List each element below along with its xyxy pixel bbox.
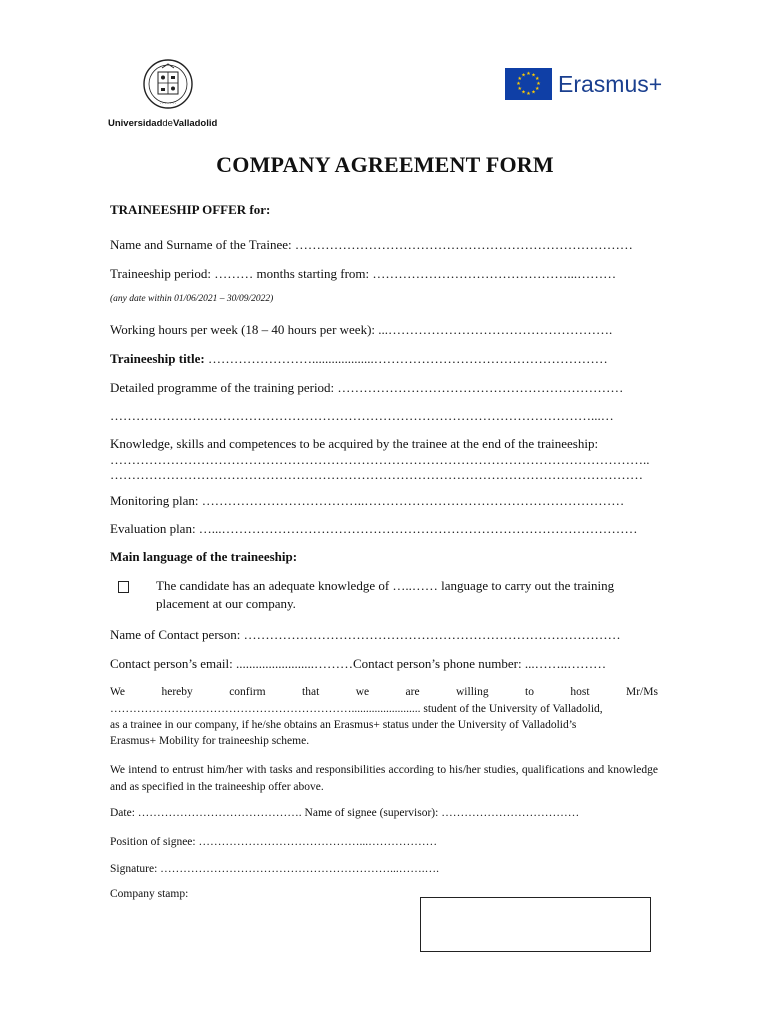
knowledge-label: Knowledge, skills and competences to be acquired by the trainee at the end of the traineeship: bbox=[110, 436, 599, 451]
company-stamp-label: Company stamp: bbox=[110, 888, 189, 900]
svg-text:· · · · · · ·: · · · · · · · bbox=[159, 101, 177, 106]
svg-text:★: ★ bbox=[517, 86, 523, 92]
confirm-word: that bbox=[302, 686, 320, 698]
evaluation-plan-field[interactable]: Evaluation plan: …...…………………………………………………………………………………… bbox=[110, 521, 638, 536]
knowledge-field-line2[interactable]: …………………………………………………………………………………………………………… bbox=[110, 467, 643, 482]
confirm-word: Mr/Ms bbox=[625, 686, 658, 698]
confirm-line1 bbox=[110, 686, 658, 698]
confirm-word: We bbox=[110, 686, 126, 698]
language-statement-line1: The candidate has an adequate knowledge of …..…… language to carry out the training bbox=[156, 578, 615, 593]
language-checkbox[interactable] bbox=[118, 581, 129, 593]
contact-email-phone-field[interactable]: Contact person’s email: ........................………Contact person’s phone number: ...……..……… bbox=[110, 656, 607, 671]
traineeship-period-field[interactable]: Traineeship period: ……… months starting from: ………………………………………...……… bbox=[110, 266, 617, 281]
svg-text:★: ★ bbox=[534, 76, 540, 82]
university-name: UniversidaddeValladolid bbox=[108, 118, 218, 129]
confirm-word: willing bbox=[456, 686, 489, 698]
eu-flag-icon bbox=[505, 68, 552, 100]
svg-text:★: ★ bbox=[534, 86, 540, 92]
svg-text:★: ★ bbox=[521, 89, 526, 96]
svg-text:★: ★ bbox=[526, 71, 531, 77]
language-statement-line2: placement at our company. bbox=[156, 596, 296, 611]
confirm-word: host bbox=[570, 686, 590, 698]
confirm-line3: as a trainee in our company, if he/she obtains an Erasmus+ status under the University of Valladolid’s bbox=[110, 719, 577, 731]
position-field[interactable]: Position of signee: ……………………………………...……………… bbox=[110, 836, 438, 848]
company-stamp-box[interactable] bbox=[420, 897, 651, 952]
university-seal-icon bbox=[142, 58, 194, 110]
svg-text:★: ★ bbox=[531, 89, 536, 96]
programme-field-continued[interactable]: …………………………………………………………………………………………………...… bbox=[110, 408, 614, 423]
svg-text:★: ★ bbox=[531, 72, 536, 79]
date-range-note: (any date within 01/06/2021 – 30/09/2022) bbox=[110, 294, 274, 304]
svg-text:★: ★ bbox=[517, 76, 523, 82]
confirm-word: to bbox=[525, 686, 534, 698]
signature-field[interactable]: Signature: ……………………………………………………...…….…. bbox=[110, 863, 440, 875]
confirm-word: confirm bbox=[229, 686, 266, 698]
confirm-word: are bbox=[405, 686, 420, 698]
programme-field[interactable]: Detailed programme of the training period: ………………………………………………………… bbox=[110, 380, 624, 395]
intent-paragraph: We intend to entrust him/her with tasks and responsibilities according to his/her studies, qualifications and knowledge and as specified in the traineeship offer above. bbox=[110, 764, 658, 793]
date-signee-field[interactable]: Date: ……………………………………. Name of signee (supervisor): ……………………………… bbox=[110, 807, 580, 819]
contact-name-field[interactable]: Name of Contact person: …………………………………………………………………………… bbox=[110, 627, 621, 642]
confirm-line4: Erasmus+ Mobility for traineeship scheme. bbox=[110, 735, 310, 747]
svg-text:★: ★ bbox=[521, 72, 526, 79]
erasmus-label: Erasmus+ bbox=[558, 71, 663, 97]
erasmus-logo bbox=[505, 68, 670, 102]
svg-text:★: ★ bbox=[526, 91, 531, 97]
traineeship-title-field[interactable] bbox=[110, 351, 658, 367]
language-heading: Main language of the traineeship: bbox=[110, 549, 298, 564]
university-logo bbox=[108, 58, 233, 133]
trainee-name-field[interactable]: Name and Surname of the Trainee: …………………………………………………………………… bbox=[110, 237, 633, 252]
svg-text:★: ★ bbox=[536, 81, 541, 87]
traineeship-title-blank: ……………………...................……………………………………………… bbox=[204, 351, 608, 366]
monitoring-plan-field[interactable]: Monitoring plan: ………………………………..…………………………………………………… bbox=[110, 493, 625, 508]
svg-text:★: ★ bbox=[516, 81, 521, 87]
confirm-word: hereby bbox=[161, 686, 193, 698]
offer-heading: TRAINEESHIP OFFER for: bbox=[110, 202, 271, 217]
working-hours-field[interactable]: Working hours per week (18 – 40 hours per week): ...……………………………………………. bbox=[110, 322, 613, 337]
page-title: COMPANY AGREEMENT FORM bbox=[216, 152, 554, 177]
traineeship-title-label: Traineeship title: bbox=[110, 351, 205, 366]
confirm-word: we bbox=[355, 686, 370, 698]
knowledge-field-line1[interactable]: …………………………………………………………………………………………………………….. bbox=[110, 452, 650, 467]
confirm-line2[interactable]: ………………………………………………………........................ student of the University of Valladolid, bbox=[110, 703, 603, 715]
